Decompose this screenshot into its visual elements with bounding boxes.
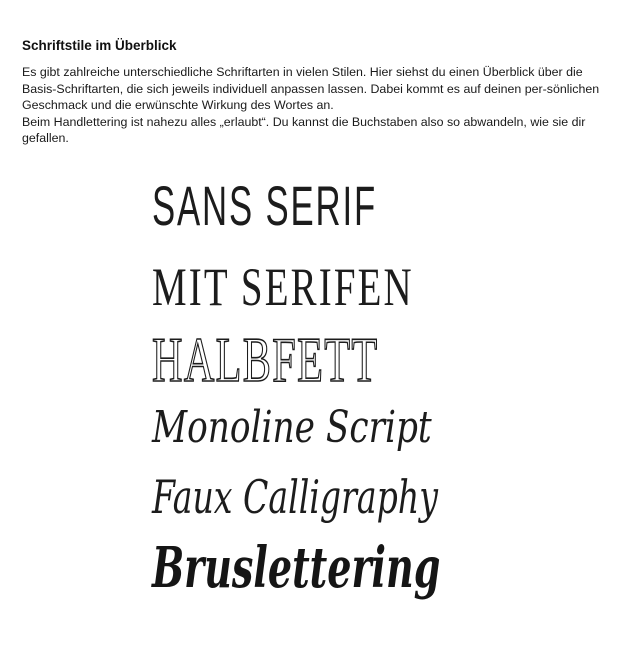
intro-paragraph-2: Beim Handlettering ist nahezu alles „erlaubt“. Du kannst die Buchstaben also so abwandeln, wie sie dir gefallen. bbox=[22, 114, 586, 145]
sample-bruslettering: Bruslettering bbox=[152, 535, 441, 601]
page-title: Schriftstile im Überblick bbox=[22, 38, 177, 53]
font-style-samples bbox=[0, 168, 624, 668]
intro-paragraph-1: Es gibt zahlreiche unterschiedliche Schriftarten in vielen Stilen. Hier siehst du einen Überblick über die Basis-Schriftarten, die sich jeweils individuell anpassen lassen. Dabei kommt es auf deinen per-sönlichen Geschmack und die erwünschte Wirkung des Wortes an. bbox=[22, 65, 600, 112]
sample-faux-calligraphy: Faux Calligraphy bbox=[152, 470, 438, 524]
sample-mit-serifen: MIT SERIFEN bbox=[152, 257, 414, 317]
sample-sans-serif: SANS SERIF bbox=[152, 174, 378, 237]
sample-halbfett: HALBFETT bbox=[152, 324, 379, 395]
sample-monoline-script: Monoline Script bbox=[152, 402, 432, 453]
intro-text bbox=[22, 64, 614, 147]
